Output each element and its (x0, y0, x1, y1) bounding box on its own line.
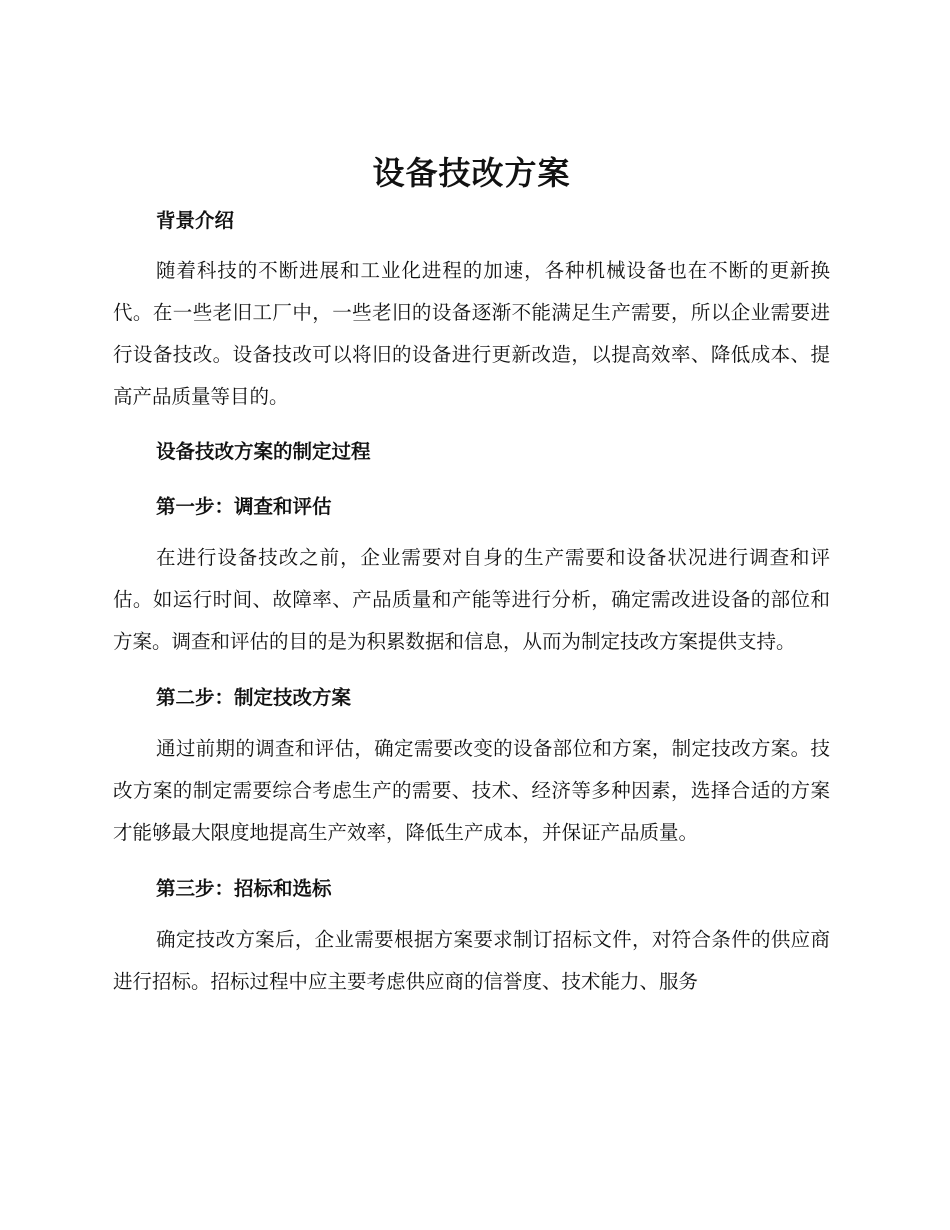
section-heading-step-one: 第一步：调查和评估 (156, 495, 332, 518)
paragraph-step-three: 确定技改方案后，企业需要根据方案要求制订招标文件，对符合条件的供应商进行招标。招标过程中应主要考虑供应商的信誉度、技术能力、服务 (113, 928, 830, 993)
paragraph-background: 随着科技的不断进展和工业化进程的加速，各种机械设备也在不断的更新换代。在一些老旧工厂中，一些老旧的设备逐渐不能满足生产需要，所以企业需要进行设备技改。设备技改可以将旧的设备进行更新改造，以提高效率、降低成本、提高产品质量等目的。 (113, 259, 830, 408)
section-heading-process: 设备技改方案的制定过程 (156, 440, 371, 463)
document-title: 设备技改方案 (372, 154, 571, 192)
paragraph-step-two: 通过前期的调查和评估，确定需要改变的设备部位和方案，制定技改方案。技改方案的制定需要综合考虑生产的需要、技术、经济等多种因素，选择合适的方案才能够最大限度地提高生产效率，降低生产成本，并保证产品质量。 (113, 737, 830, 844)
section-heading-step-three: 第三步：招标和选标 (156, 877, 332, 900)
section-heading-step-two: 第二步：制定技改方案 (156, 686, 352, 709)
paragraph-step-one: 在进行设备技改之前，企业需要对自身的生产需要和设备状况进行调查和评估。如运行时间、故障率、产品质量和产能等进行分析，确定需改进设备的部位和方案。调查和评估的目的是为积累数据和信息，从而为制定技改方案提供支持。 (113, 546, 830, 653)
document-body (113, 148, 830, 1003)
section-heading-background: 背景介绍 (156, 209, 235, 232)
